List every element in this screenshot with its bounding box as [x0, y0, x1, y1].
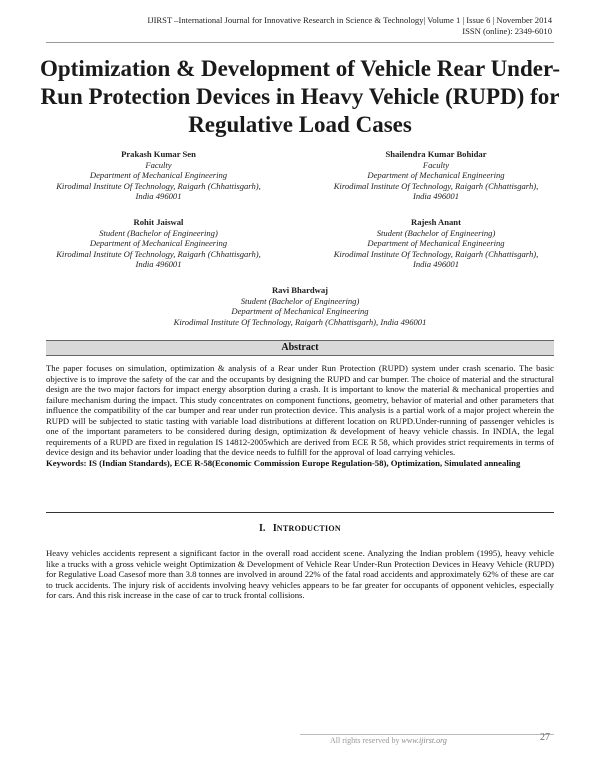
author-dept: Department of Mechanical Engineering: [89, 170, 228, 181]
abstract-body: [46, 363, 554, 468]
header-divider: [46, 42, 554, 43]
author-inst: Kirodimal Institute Of Technology, Raigarh (Chhattisgarh),: [333, 248, 539, 259]
author-inst: Kirodimal Institute Of Technology, Raigarh (Chhattisgarh),: [333, 180, 539, 191]
author-dept: Department of Mechanical Engineering: [89, 238, 228, 249]
author-role: Faculty: [145, 159, 172, 170]
page-number: 27: [540, 732, 550, 743]
issn-line: ISSN (online): 2349-6010: [462, 26, 552, 36]
author-pin: India 496001: [135, 259, 182, 270]
section-numeral: I.: [258, 523, 266, 534]
author-dept: Department of Mechanical Engineering: [367, 170, 505, 181]
author-dept: Department of Mechanical Engineering: [231, 306, 369, 317]
author-pin: India 496001: [412, 259, 460, 270]
author-pin: India 496001: [412, 191, 460, 202]
author-block: [46, 149, 271, 202]
author-inst: Kirodimal Institute Of Technology, Raigarh (Chhattisgarh),: [56, 180, 261, 191]
keywords: Keywords: IS (Indian Standards), ECE R-58(Economic Commission Europe Regulation-58), Optimization, Simulated annealing: [46, 457, 521, 468]
running-header: [147, 15, 552, 37]
footer-divider: [300, 734, 554, 735]
section-heading: [0, 523, 600, 534]
author-role: Student (Bachelor of Engineering): [240, 295, 360, 306]
author-block: [100, 285, 500, 327]
section-initial: I: [272, 523, 277, 534]
author-block: [320, 149, 552, 202]
author-role: Student (Bachelor of Engineering): [376, 227, 496, 238]
author-name: Ravi Bhardwaj: [271, 285, 329, 295]
author-name: Rajesh Anant: [411, 217, 461, 227]
rights-text: All rights reserved by: [330, 736, 400, 745]
journal-line: IJIRST –International Journal for Innovative Research in Science & Technology| Volume 1 | Issue 6 | November 2014: [147, 15, 552, 25]
author-block: [320, 217, 552, 270]
site-link[interactable]: www.ijirst.org: [401, 736, 447, 745]
author-name: Shailendra Kumar Bohidar: [385, 149, 487, 159]
abstract-divider: [46, 512, 554, 513]
author-role: Student (Bachelor of Engineering): [99, 227, 218, 238]
author-inst: Kirodimal Institute Of Technology, Raigarh (Chhattisgarh),: [56, 248, 261, 259]
abstract-text: The paper focuses on simulation, optimization & analysis of a Rear under Run Protection (RUPD) system under crash scenario. The basic objective is to improve the safety of the car and the occupants by designing the RUPD and car bumper. The choice of material and the structural design are the two major factors for impact energy absorption during a crash. It is important to know the material & mechanical properties and failure mechanism during the impact. This study concentrates on component functions, geometry, behavior of material and other parameters that influence the compatibility of the car bumper and rear under run protection device. This analysis is a partial work of a major project wherein the RUPD will be subjected to static tasting with variable load distributions at different location on RUPD.Under-running of passenger vehicles is one of the important parameters to be considered during design, optimization & development of heavy vehicle chassis. In INDIA, the legal requirements of a RUPD are fixed in regulation IS 14812-2005which are derived from ECE R 58, which provides strict requirements in terms of device design and its behavior under loading that the device needs to fulfill for the approval of load carrying vehicles.: [46, 363, 554, 457]
section-title-rest: NTRODUCTION: [276, 524, 341, 533]
abstract-heading: Abstract: [46, 340, 554, 356]
author-dept: Department of Mechanical Engineering: [367, 238, 505, 249]
author-name: Prakash Kumar Sen: [121, 149, 196, 159]
introduction-body: Heavy vehicles accidents represent a significant factor in the overall road accident scene. Analyzing the Indian problem (1995), heavy vehicle like a trucks with a gross vehicle weight Optimization & Development of Vehicle Rear Under-Run Protection Devices in Heavy Vehicle (RUPD) for Regulative Load Casesof more than 3.8 tonnes are involved in around 22% of the fatal road accidents and approximately 62% of these are car to truck accidents. The injury risk of accidents involving heavy vehicles appears to be far greater for occupants of opponent vehicles, especially for cars. And this risk increase in the case of car to truck frontal collisions.: [46, 548, 554, 600]
footer-rights: [330, 736, 510, 745]
author-inst: Kirodimal Institute Of Technology, Raigarh (Chhattisgarh), India 496001: [173, 316, 427, 327]
author-role: Faculty: [422, 159, 450, 170]
author-block: [46, 217, 271, 270]
author-name: Rohit Jaiswal: [133, 217, 184, 227]
author-pin: India 496001: [135, 191, 182, 202]
paper-title: Optimization & Development of Vehicle Rear Under-Run Protection Devices in Heavy Vehicle (RUPD) for Regulative Load Cases: [40, 56, 560, 137]
